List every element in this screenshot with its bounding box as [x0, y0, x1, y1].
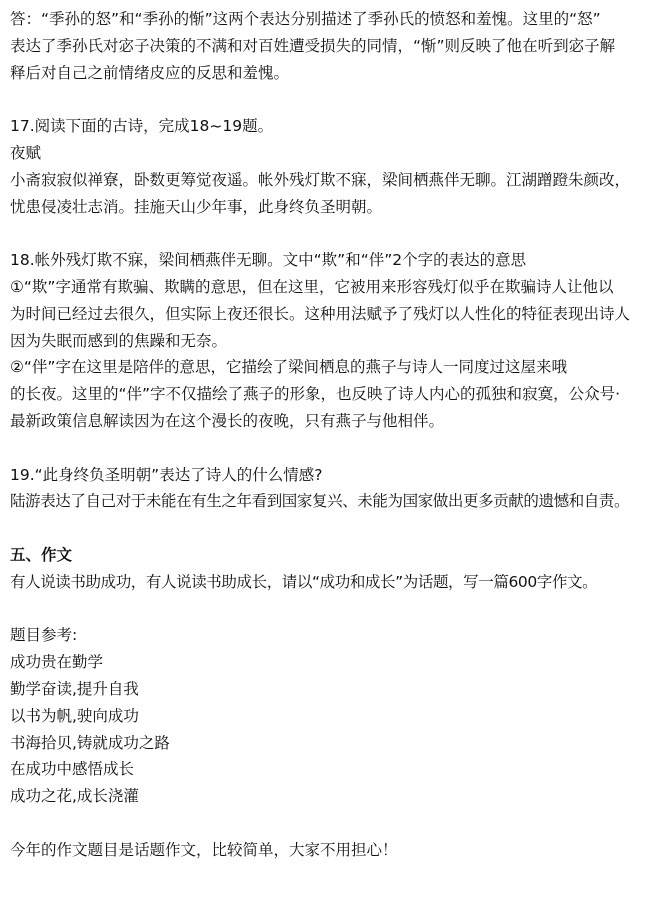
reference-title: 勤学奋读,提升自我	[10, 679, 139, 698]
document-body	[10, 6, 658, 864]
answer-16-line: 表达了季孙氏对宓子决策的不满和对百姓遭受损失的同情，“惭”则反映了他在听到宓子解	[10, 36, 616, 55]
reference-title: 书海拾贝,铸就成功之路	[10, 733, 170, 752]
answer-18-line: 的长夜。这里的“伴”字不仅描绘了燕子的形象，也反映了诗人内心的孤独和寂寞，公众号·	[10, 385, 620, 404]
reference-title: 在成功中感悟成长	[10, 760, 135, 779]
question-18-prompt: 18.帐外残灯欺不寐，梁间栖燕伴无聊。文中“欺”和“伴”2个字的表达的意思	[10, 251, 527, 270]
question-19-prompt: 19.“此身终负圣明朝”表达了诗人的什么情感?	[10, 465, 323, 484]
poem-line: 忧患侵凌壮志消。挂施天山少年事，此身终负圣明朝。	[10, 197, 383, 216]
poem-title: 夜赋	[10, 143, 42, 162]
question-17-block	[10, 113, 658, 220]
section-5-heading: 五、作文	[10, 545, 73, 564]
question-17-prompt: 17.阅读下面的古诗，完成18~19题。	[10, 117, 274, 136]
spacer	[10, 810, 658, 837]
closing-note: 今年的作文题目是话题作文，比较简单，大家不用担心！	[10, 840, 398, 859]
question-19-block	[10, 462, 658, 516]
reference-label: 题目参考:	[10, 626, 78, 645]
answer-16-line: 答：“季孙的怒”和“季孙的惭”这两个表达分别描述了季孙氏的愤怒和羞愧。这里的“怒”	[10, 10, 601, 28]
answer-16-block	[10, 6, 658, 86]
reference-title: 以书为帆,驶向成功	[10, 706, 139, 725]
spacer	[10, 86, 658, 113]
poem-line: 小斋寂寂似禅寮，卧数更筹觉夜遥。帐外残灯欺不寐，梁间栖燕伴无聊。江湖蹭蹬朱颜改，	[10, 170, 631, 189]
answer-16-line: 释后对自己之前情绪皮应的反思和羞愧。	[10, 63, 290, 82]
answer-18-line: 因为失眠而感到的焦躁和无奈。	[10, 331, 228, 350]
answer-18-line: 为时间已经过去很久，但实际上夜还很长。这种用法赋予了残灯以人性化的特征表现出诗人	[10, 304, 631, 323]
answer-18-line: ①“欺”字通常有欺骗、欺瞒的意思，但在这里，它被用来形容残灯似乎在欺骗诗人让他以	[10, 277, 614, 296]
answer-19: 陆游表达了自己对于未能在有生之年看到国家复兴、未能为国家做出更多贡献的遗憾和自责。	[10, 492, 630, 511]
answer-18-line: 最新政策信息解读因为在这个漫长的夜晚，只有燕子与他相伴。	[10, 411, 445, 430]
spacer	[10, 435, 658, 462]
reference-title: 成功贵在勤学	[10, 653, 104, 672]
reference-title: 成功之花,成长浇灌	[10, 787, 139, 806]
spacer	[10, 596, 658, 623]
spacer	[10, 515, 658, 542]
essay-prompt: 有人说读书助成功，有人说读书助成长，请以“成功和成长”为话题，写一篇600字作文。	[10, 572, 598, 591]
section-5-block	[10, 542, 658, 864]
spacer	[10, 220, 658, 247]
question-18-block	[10, 247, 658, 435]
answer-18-line: ②“伴”字在这里是陪伴的意思，它描绘了梁间栖息的燕子与诗人一同度过这屋来哦	[10, 358, 567, 377]
